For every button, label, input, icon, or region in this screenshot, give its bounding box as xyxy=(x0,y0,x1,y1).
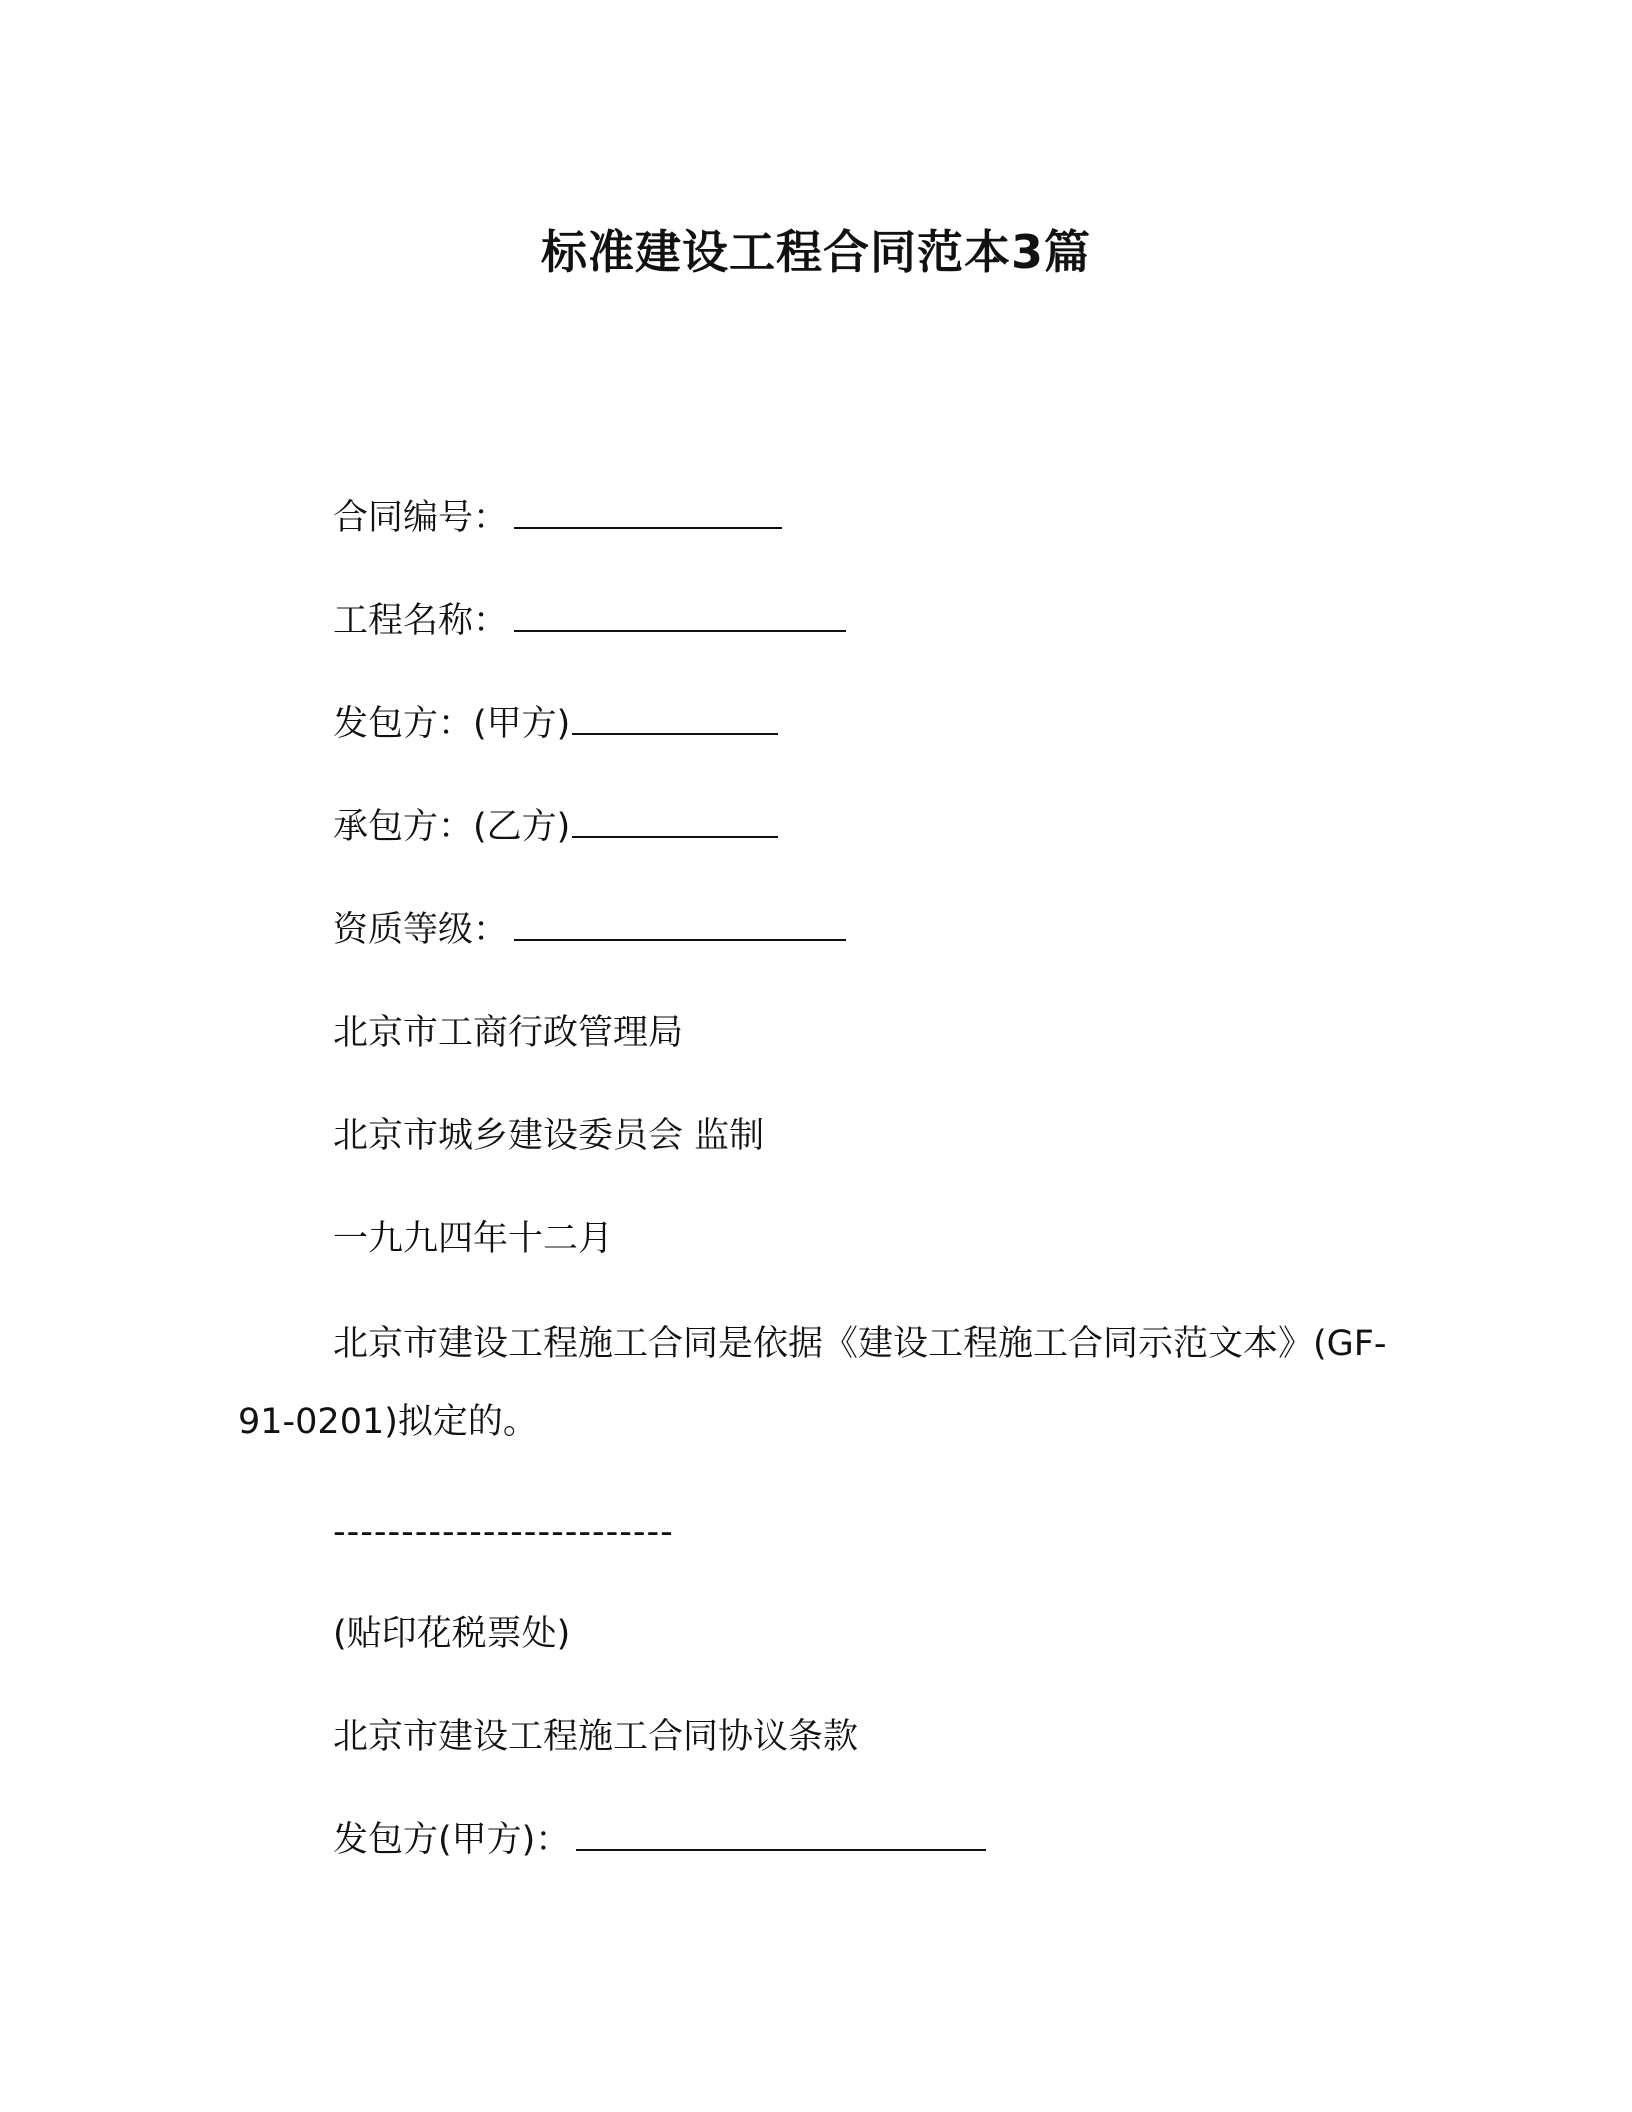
qualification-blank xyxy=(514,909,846,941)
issue-date: 一九九四年十二月 xyxy=(333,1219,614,1259)
issuer-line-2: 北京市城乡建设委员会 监制 xyxy=(333,1116,765,1156)
employer-label: 发包方：(甲方) xyxy=(333,704,571,744)
project-name-label: 工程名称： xyxy=(333,601,509,641)
basis-paragraph: 北京市建设工程施工合同是依据《建设工程施工合同示范文本》(GF-91-0201)拟定的。 xyxy=(238,1324,1387,1442)
issuer-line-1: 北京市工商行政管理局 xyxy=(333,1013,684,1053)
party-a-blank xyxy=(576,1819,986,1851)
contract-number-field xyxy=(333,494,782,542)
contractor-label: 承包方：(乙方) xyxy=(333,807,571,847)
document-title: 标准建设工程合同范本3篇 xyxy=(540,225,1091,279)
employer-blank xyxy=(572,703,778,735)
employer-field xyxy=(333,700,778,748)
qualification-label: 资质等级： xyxy=(333,910,509,950)
party-a-label: 发包方(甲方)： xyxy=(333,1820,571,1860)
contract-number-blank xyxy=(514,497,782,529)
party-a-field xyxy=(333,1816,986,1864)
contract-number-label: 合同编号： xyxy=(333,498,509,538)
project-name-field xyxy=(333,597,846,645)
qualification-field xyxy=(333,906,846,954)
stamp-note: (贴印花税票处) xyxy=(333,1614,571,1654)
separator-line: ------------------------- xyxy=(333,1512,674,1552)
project-name-blank xyxy=(514,600,846,632)
contractor-blank xyxy=(572,806,778,838)
contractor-field xyxy=(333,803,778,851)
section-heading: 北京市建设工程施工合同协议条款 xyxy=(333,1717,859,1757)
